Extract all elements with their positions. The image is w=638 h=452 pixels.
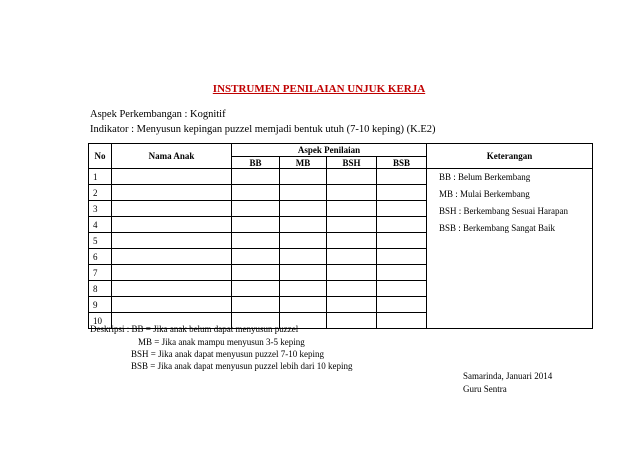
row-number: 1 [89, 169, 112, 185]
cell-nama-anak[interactable] [112, 249, 232, 265]
keterangan-mb: MB : Mulai Berkembang [439, 189, 530, 199]
cell-bsb[interactable] [377, 313, 427, 329]
deskripsi-bsb: BSB = Jika anak dapat menyusun puzzel lebih dari 10 keping [131, 361, 353, 371]
cell-bsb[interactable] [377, 281, 427, 297]
cell-bb[interactable] [232, 297, 280, 313]
cell-mb[interactable] [280, 265, 327, 281]
cell-bsb[interactable] [377, 217, 427, 233]
cell-nama-anak[interactable] [112, 217, 232, 233]
header-aspek-penilaian: Aspek Penilaian [232, 144, 427, 157]
table-row [89, 169, 593, 185]
cell-bb[interactable] [232, 169, 280, 185]
cell-bb[interactable] [232, 201, 280, 217]
cell-bsb[interactable] [377, 169, 427, 185]
aspek-perkembangan: Aspek Perkembangan : Kognitif [90, 109, 226, 120]
cell-nama-anak[interactable] [112, 201, 232, 217]
header-no: No [89, 144, 112, 169]
cell-bsh[interactable] [327, 313, 377, 329]
header-bb: BB [232, 157, 280, 169]
signature-place-date: Samarinda, Januari 2014 [463, 371, 553, 381]
row-number: 10 [89, 313, 112, 329]
cell-bsh[interactable] [327, 281, 377, 297]
cell-bsb[interactable] [377, 265, 427, 281]
keterangan-cell [427, 169, 593, 329]
cell-bsb[interactable] [377, 233, 427, 249]
keterangan-bsb: BSB : Berkembang Sangat Baik [439, 223, 555, 233]
cell-bsh[interactable] [327, 233, 377, 249]
cell-bsh[interactable] [327, 297, 377, 313]
cell-mb[interactable] [280, 185, 327, 201]
cell-bb[interactable] [232, 265, 280, 281]
cell-nama-anak[interactable] [112, 265, 232, 281]
cell-mb[interactable] [280, 217, 327, 233]
cell-bsh[interactable] [327, 169, 377, 185]
cell-bb[interactable] [232, 185, 280, 201]
cell-bsb[interactable] [377, 201, 427, 217]
row-number: 7 [89, 265, 112, 281]
cell-mb[interactable] [280, 233, 327, 249]
cell-nama-anak[interactable] [112, 281, 232, 297]
row-number: 6 [89, 249, 112, 265]
cell-bb[interactable] [232, 281, 280, 297]
deskripsi-bsh: BSH = Jika anak dapat menyusun puzzel 7-10 keping [131, 349, 325, 359]
cell-bsb[interactable] [377, 249, 427, 265]
cell-bsh[interactable] [327, 185, 377, 201]
cell-bsh[interactable] [327, 265, 377, 281]
cell-nama-anak[interactable] [112, 169, 232, 185]
header-bsb: BSB [377, 157, 427, 169]
cell-bsb[interactable] [377, 297, 427, 313]
deskripsi-mb: MB = Jika anak mampu menyusun 3-5 keping [138, 337, 305, 347]
cell-nama-anak[interactable] [112, 297, 232, 313]
row-number: 5 [89, 233, 112, 249]
cell-bb[interactable] [232, 233, 280, 249]
header-keterangan: Keterangan [427, 144, 593, 169]
cell-bsb[interactable] [377, 185, 427, 201]
cell-bsh[interactable] [327, 249, 377, 265]
header-bsh: BSH [327, 157, 377, 169]
cell-bb[interactable] [232, 217, 280, 233]
keterangan-bsh: BSH : Berkembang Sesuai Harapan [439, 206, 568, 216]
row-number: 3 [89, 201, 112, 217]
header-nama-anak: Nama Anak [112, 144, 232, 169]
row-number: 9 [89, 297, 112, 313]
row-number: 4 [89, 217, 112, 233]
cell-mb[interactable] [280, 297, 327, 313]
cell-nama-anak[interactable] [112, 185, 232, 201]
cell-mb[interactable] [280, 169, 327, 185]
cell-nama-anak[interactable] [112, 233, 232, 249]
cell-bsh[interactable] [327, 217, 377, 233]
deskripsi-bb: Deskripsi : BB = Jika anak belum dapat menyusun puzzel [90, 324, 299, 334]
cell-mb[interactable] [280, 249, 327, 265]
keterangan-bb: BB : Belum Berkembang [439, 172, 531, 182]
row-number: 2 [89, 185, 112, 201]
cell-mb[interactable] [280, 201, 327, 217]
cell-bb[interactable] [232, 249, 280, 265]
signature-role: Guru Sentra [463, 384, 507, 394]
cell-mb[interactable] [280, 281, 327, 297]
row-number: 8 [89, 281, 112, 297]
assessment-table [88, 143, 593, 329]
document-title: INSTRUMEN PENILAIAN UNJUK KERJA [212, 83, 426, 95]
cell-bsh[interactable] [327, 201, 377, 217]
indikator: Indikator : Menyusun kepingan puzzel memjadi bentuk utuh (7-10 keping) (K.E2) [90, 124, 436, 135]
header-mb: MB [280, 157, 327, 169]
